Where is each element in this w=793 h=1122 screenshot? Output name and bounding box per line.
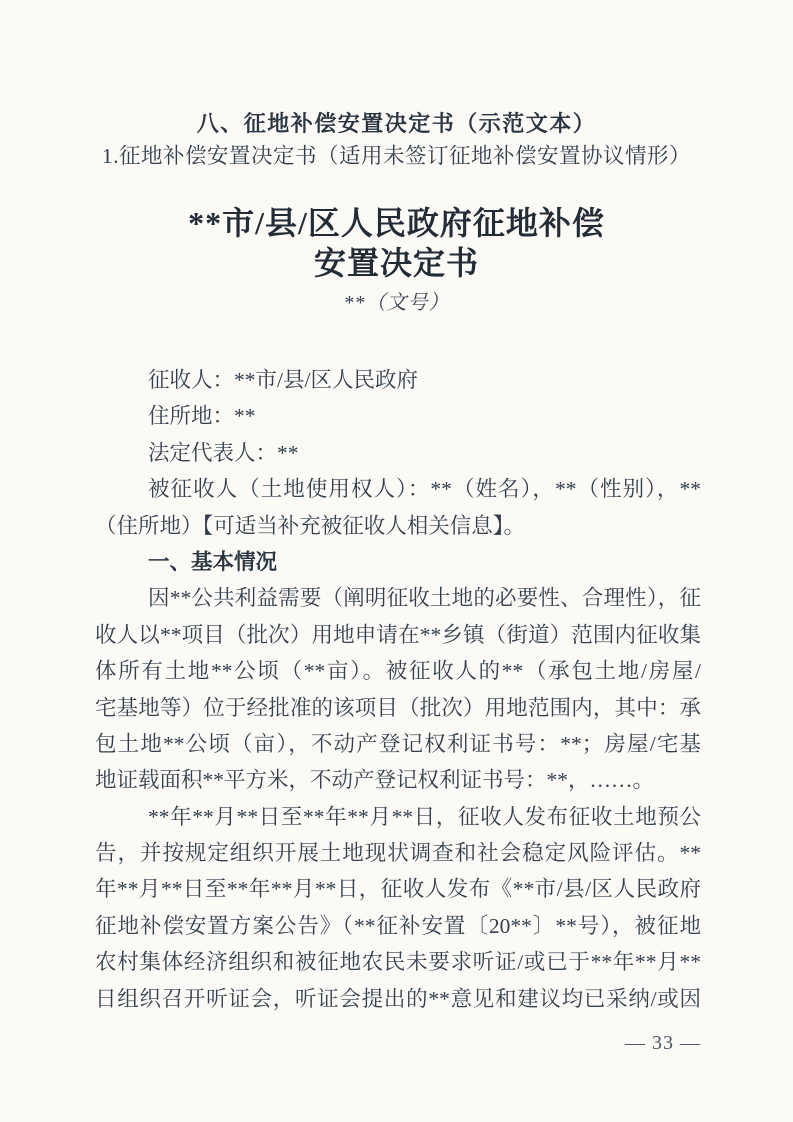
body-line: 宅基地等）位于经批准的该项目（批次）用地范围内，其中：承 [95,695,701,720]
document-title-line1: **市/县/区人民政府征地补偿 [188,205,605,241]
body-line: 法定代表人：** [148,440,299,465]
document-title-line2: 安置决定书 [313,245,479,281]
body-line: 包土地**公顷（亩），不动产登记权利证书号：**；房屋/宅基 [95,731,701,756]
body-line: 告，并按规定组织开展土地现状调查和社会稳定风险评估。** [95,841,701,866]
document-header [0,107,793,173]
document-title [0,203,793,283]
body-line: 日组织召开听证会，听证会提出的**意见和建议均已采纳/或因 [95,986,701,1011]
body-line: 体所有土地**公顷（**亩）。被征收人的**（承包土地/房屋/ [95,659,701,684]
page-number: — 33 — [625,1032,701,1054]
body-line: 地证载面积**平方米，不动产登记权利证书号：**，……。 [95,768,655,793]
document-subtitle: 1.征地补偿安置决定书（适用未签订征地补偿安置协议情形） [101,144,692,168]
body-line: 住所地：** [148,404,256,429]
body-line: 农村集体经济组织和被征地农民未要求听证/或已于**年**月** [95,950,701,975]
body-line: （住所地）【可适当补充被征收人相关信息】。 [95,513,526,538]
document-number: **（文号） [343,292,450,314]
body-line: 收人以**项目（批次）用地申请在**乡镇（街道）范围内征收集 [95,622,701,647]
body-line: 被征收人（土地使用权人）：**（姓名），**（性别），** [148,477,701,502]
document-body [95,362,701,1017]
section-heading: 八、征地补偿安置决定书（示范文本） [196,111,597,136]
body-line: **年**月**日至**年**月**日，征收人发布征收土地预公 [148,804,701,829]
body-line: 征收人：**市/县/区人民政府 [148,368,418,392]
body-line: 一、基本情况 [148,549,278,574]
body-line: 征地补偿安置方案公告》（**征补安置〔20**〕**号），被征地 [95,913,701,938]
body-line: 因**公共利益需要（阐明征收土地的必要性、合理性），征 [148,586,701,611]
body-line: 年**月**日至**年**月**日，征收人发布《**市/县/区人民政府 [95,877,701,902]
